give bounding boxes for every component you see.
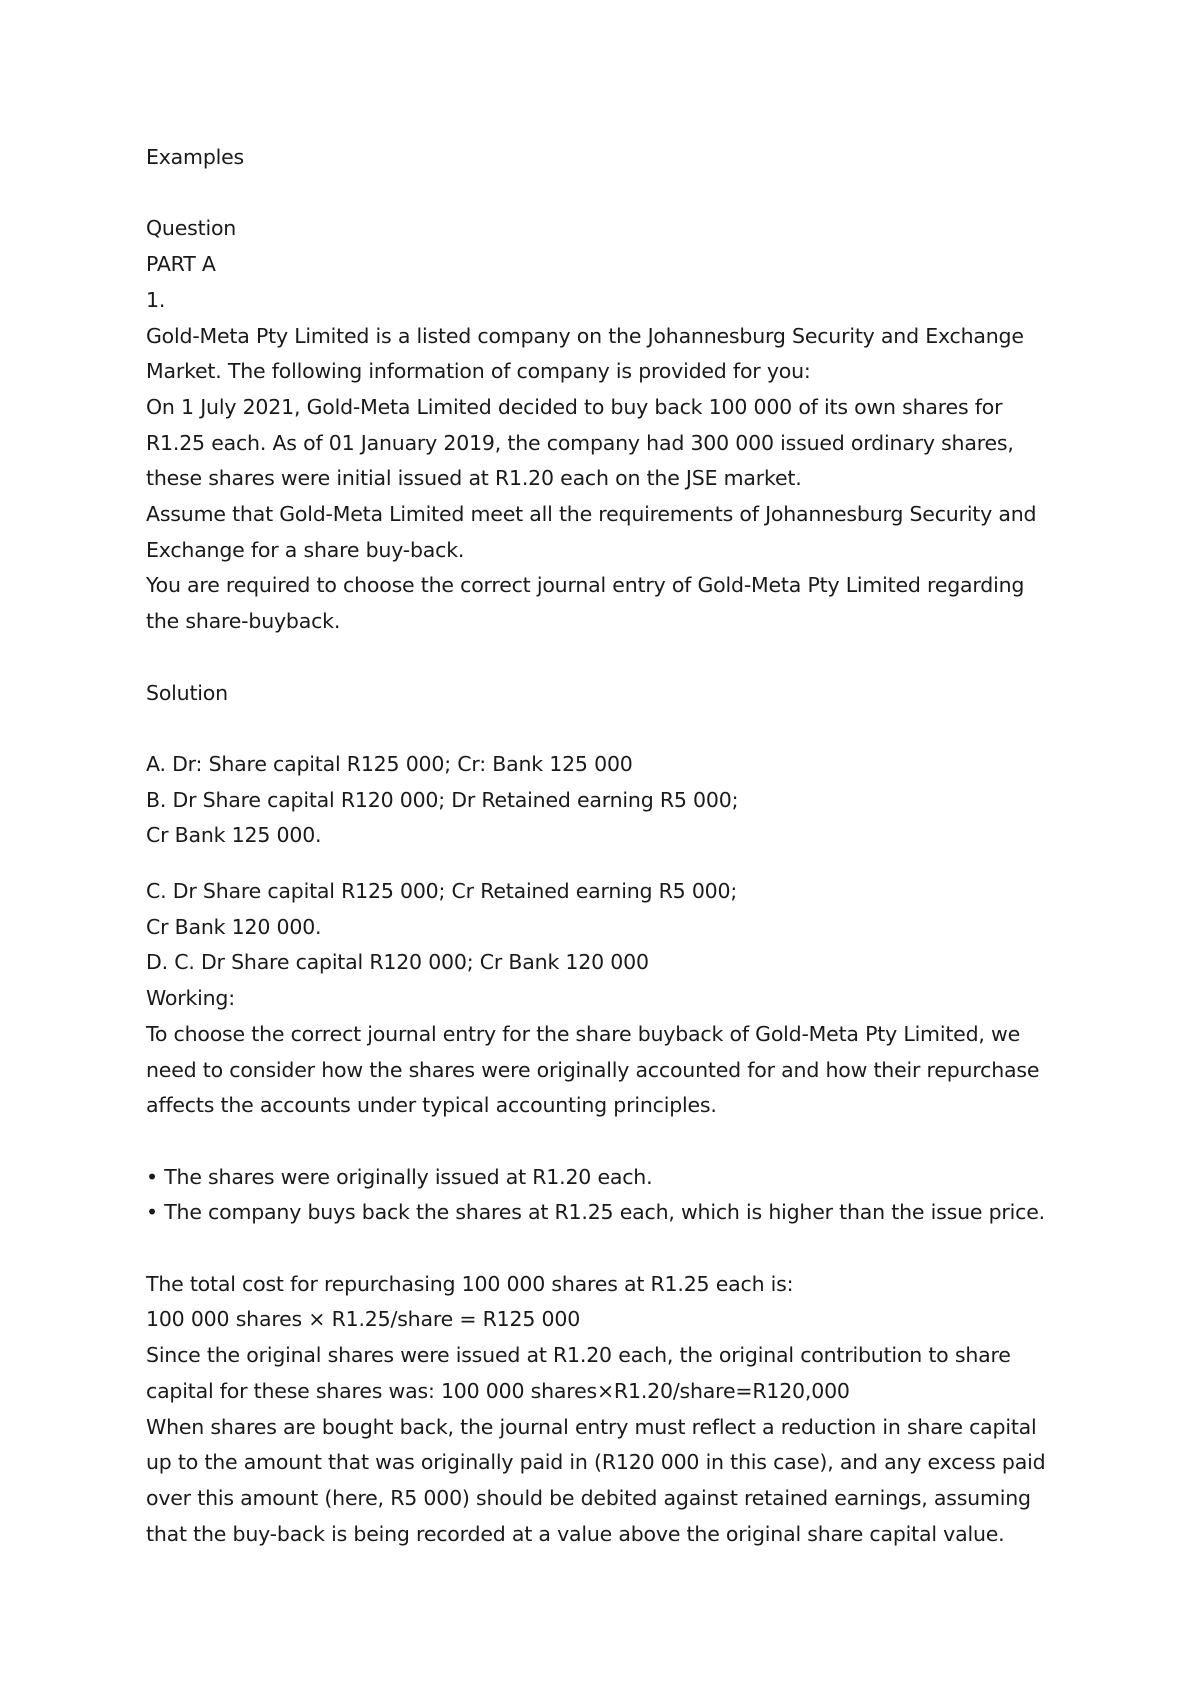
question-line: You are required to choose the correct journal entry of Gold-Meta Pty Limited regarding: [146, 573, 1025, 598]
calc-line: up to the amount that was originally paid in (R120 000 in this case), and any excess paid: [146, 1450, 1046, 1475]
question-text: [146, 319, 1076, 640]
spacer: [146, 854, 1076, 874]
option-b-line1: B. Dr Share capital R120 000; Dr Retained earning R5 000;: [146, 787, 739, 812]
working-line: affects the accounts under typical accounting principles.: [146, 1093, 717, 1118]
question-line: Exchange for a share buy-back.: [146, 537, 465, 562]
solution-label: Solution: [146, 680, 228, 705]
spacer: [146, 711, 1076, 747]
question-line: Market. The following information of company is provided for you:: [146, 359, 811, 384]
calc-line: The total cost for repurchasing 100 000 shares at R1.25 each is:: [146, 1271, 794, 1296]
question-line: Assume that Gold-Meta Limited meet all the requirements of Johannesburg Security and: [146, 502, 1037, 527]
working-line: need to consider how the shares were originally accounted for and how their repurchase: [146, 1057, 1040, 1082]
page-heading: Examples: [146, 145, 245, 169]
option-a: A. Dr: Share capital R125 000; Cr: Bank 125 000: [146, 751, 633, 776]
working-line: To choose the correct journal entry for the share buyback of Gold-Meta Pty Limited, we: [146, 1021, 1020, 1046]
question-number: 1.: [146, 287, 166, 312]
option-c-line2: Cr Bank 120 000.: [146, 914, 322, 939]
calc-line: 100 000 shares × R1.25/share = R125 000: [146, 1307, 581, 1332]
question-line: Gold-Meta Pty Limited is a listed company on the Johannesburg Security and Exchange: [146, 323, 1024, 348]
calc-line: When shares are bought back, the journal entry must reflect a reduction in share capital: [146, 1414, 1037, 1439]
bullet-item: • The company buys back the shares at R1.25 each, which is higher than the issue price.: [146, 1200, 1045, 1225]
question-line: these shares were initial issued at R1.20 each on the JSE market.: [146, 466, 802, 491]
option-b-line2: Cr Bank 125 000.: [146, 823, 322, 848]
answer-options: [146, 747, 1076, 981]
bullet-list: [146, 1160, 1076, 1231]
question-label: Question: [146, 216, 237, 241]
spacer: [146, 1124, 1076, 1160]
calc-line: that the buy-back is being recorded at a value above the original share capital value.: [146, 1521, 1005, 1546]
calc-line: capital for these shares was: 100 000 shares×R1.20/share=R120,000: [146, 1378, 850, 1403]
working-intro: [146, 1017, 1076, 1124]
document-page: [146, 140, 1076, 1552]
spacer: [146, 1231, 1076, 1267]
calc-line: over this amount (here, R5 000) should be debited against retained earnings, assuming: [146, 1485, 1031, 1510]
question-line: On 1 July 2021, Gold-Meta Limited decided to buy back 100 000 of its own shares for: [146, 394, 1003, 419]
question-line: the share-buyback.: [146, 609, 341, 634]
spacer: [146, 640, 1076, 676]
part-label: PART A: [146, 252, 216, 277]
spacer: [146, 176, 1076, 212]
bullet-item: • The shares were originally issued at R1.20 each.: [146, 1164, 653, 1189]
option-d: D. C. Dr Share capital R120 000; Cr Bank 120 000: [146, 950, 649, 975]
working-label: Working:: [146, 986, 235, 1011]
calculation-text: [146, 1267, 1076, 1553]
option-c-line1: C. Dr Share capital R125 000; Cr Retained earning R5 000;: [146, 879, 738, 904]
calc-line: Since the original shares were issued at R1.20 each, the original contribution to share: [146, 1343, 1011, 1368]
question-line: R1.25 each. As of 01 January 2019, the company had 300 000 issued ordinary shares,: [146, 430, 1014, 455]
